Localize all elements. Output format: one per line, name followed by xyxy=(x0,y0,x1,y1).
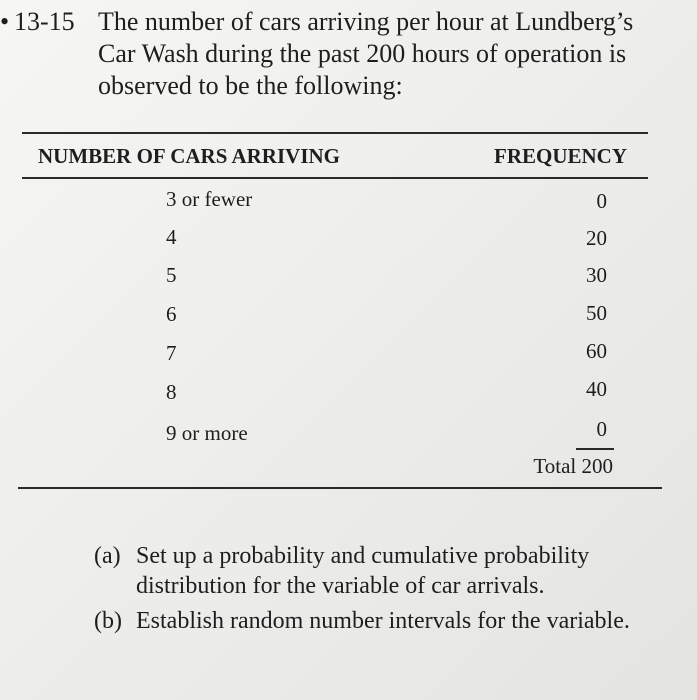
table-cell-cars: 4 xyxy=(166,225,177,249)
problem-statement: The number of cars arriving per hour at Lundberg’s Car Wash during the past 200 hours of operation is observed to be the following: xyxy=(98,7,634,100)
table-cell-cars: 7 xyxy=(166,341,177,365)
table-cell-cars: 3 or fewer xyxy=(166,187,253,211)
column-header-cars: NUMBER OF CARS ARRIVING xyxy=(38,144,340,168)
question-part-a xyxy=(94,541,684,605)
table-cell-cars: 6 xyxy=(166,302,177,326)
problem-number: 13-15 xyxy=(14,7,75,36)
table-cell-cars: 5 xyxy=(166,263,177,287)
table-cell-frequency: 0 xyxy=(596,417,607,441)
table-cell-frequency: 60 xyxy=(586,339,607,363)
table-cell-cars: 9 or more xyxy=(166,421,248,445)
column-header-frequency: FREQUENCY xyxy=(494,144,628,168)
table-bottom-rule xyxy=(18,487,662,489)
table-cell-cars: 8 xyxy=(166,380,177,404)
part-text: Set up a probability and cumulative probability distribution for the variable of car arrivals. xyxy=(136,543,590,599)
table-header-rule xyxy=(22,177,648,179)
total-rule xyxy=(576,448,614,450)
part-label: (b) xyxy=(94,608,122,634)
table-cell-frequency: 20 xyxy=(586,226,607,250)
table-cell-frequency: 50 xyxy=(586,301,607,325)
table-top-rule xyxy=(22,132,648,134)
table-cell-frequency: 40 xyxy=(586,377,607,401)
part-text: Establish random number intervals for the variable. xyxy=(136,608,630,634)
question-part-b xyxy=(94,606,684,670)
problem-bullet: • xyxy=(0,7,10,36)
table-total: Total 200 xyxy=(533,454,613,478)
part-label: (a) xyxy=(94,543,121,569)
table-cell-frequency: 0 xyxy=(596,189,607,213)
table-cell-frequency: 30 xyxy=(586,263,607,287)
